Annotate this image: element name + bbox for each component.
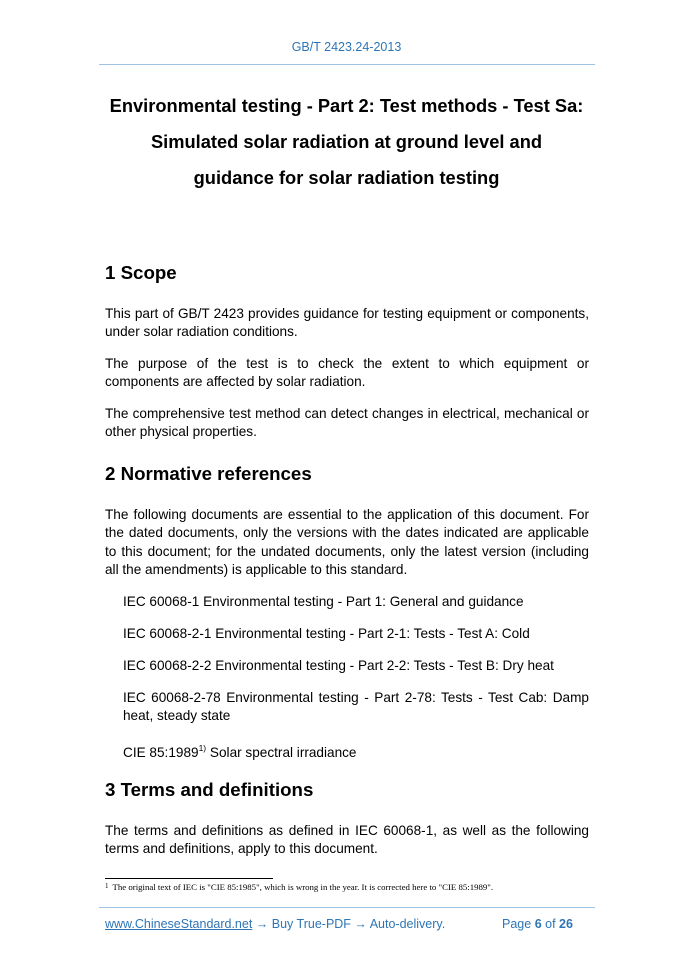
normative-references-intro: The following documents are essential to the application of this document. For the dated documents, only the versions with the dates indicated are applicable to this document; for the undated documents, only the latest version (including all the amendments) is applicable to this standard. [105,507,589,577]
reference-item: IEC 60068-2-78 Environmental testing - Part 2-78: Tests - Test Cab: Damp heat, steady state [123,690,589,724]
reference-item: IEC 60068-2-1 Environmental testing - Part 2-1: Tests - Test A: Cold [123,626,530,641]
title-line-1: Environmental testing - Part 2: Test methods - Test Sa: [109,95,584,116]
footer-tagline: → Buy True-PDF → Auto-delivery. [252,917,446,931]
reference-item: IEC 60068-2-2 Environmental testing - Part 2-2: Tests - Test B: Dry heat [123,658,554,673]
page-current: 6 [534,917,542,931]
header-divider [99,64,595,65]
reference-item: IEC 60068-1 Environmental testing - Part 1: General and guidance [123,594,524,609]
terms-paragraph-1: The terms and definitions as defined in IEC 60068-1, as well as the following terms and definitions, apply to this document. [105,823,589,857]
document-code-header: GB/T 2423.24-2013 [291,40,402,54]
page-label: Page [502,917,532,931]
website-link[interactable]: www.ChineseStandard.net [105,917,253,931]
cie-title: Solar spectral irradiance [206,745,357,760]
document-title [60,88,633,196]
scope-paragraph-2: The purpose of the test is to check the extent to which equipment or components are affected by solar radiation. [105,356,589,390]
footer-divider [99,907,595,908]
reference-item-cie [123,739,589,762]
footnote-text: The original text of IEC is "CIE 85:1985", which is wrong in the year. It is corrected here to "CIE 85:1989". [112,882,494,892]
scope-paragraph-3: The comprehensive test method can detect changes in electrical, mechanical or other physical properties. [105,406,589,440]
footnote-reference[interactable]: 1) [198,743,207,753]
section-heading-normative-references: 2 Normative references [105,463,312,484]
footnote-marker: 1 [105,882,109,890]
scope-paragraph-1: This part of GB/T 2423 provides guidance for testing equipment or components, under solar radiation conditions. [105,306,589,340]
title-line-3: guidance for solar radiation testing [193,167,500,188]
section-heading-scope: 1 Scope [105,262,177,283]
footnote [105,882,595,892]
page-of: of [545,917,556,931]
footer-promo [105,917,445,931]
title-line-2: Simulated solar radiation at ground level and [150,131,543,152]
section-heading-terms-and-definitions: 3 Terms and definitions [105,779,314,800]
page-number [502,917,573,931]
cie-code: CIE 85:1989 [123,745,199,760]
page-total: 26 [559,917,573,931]
footnote-divider [105,878,273,879]
